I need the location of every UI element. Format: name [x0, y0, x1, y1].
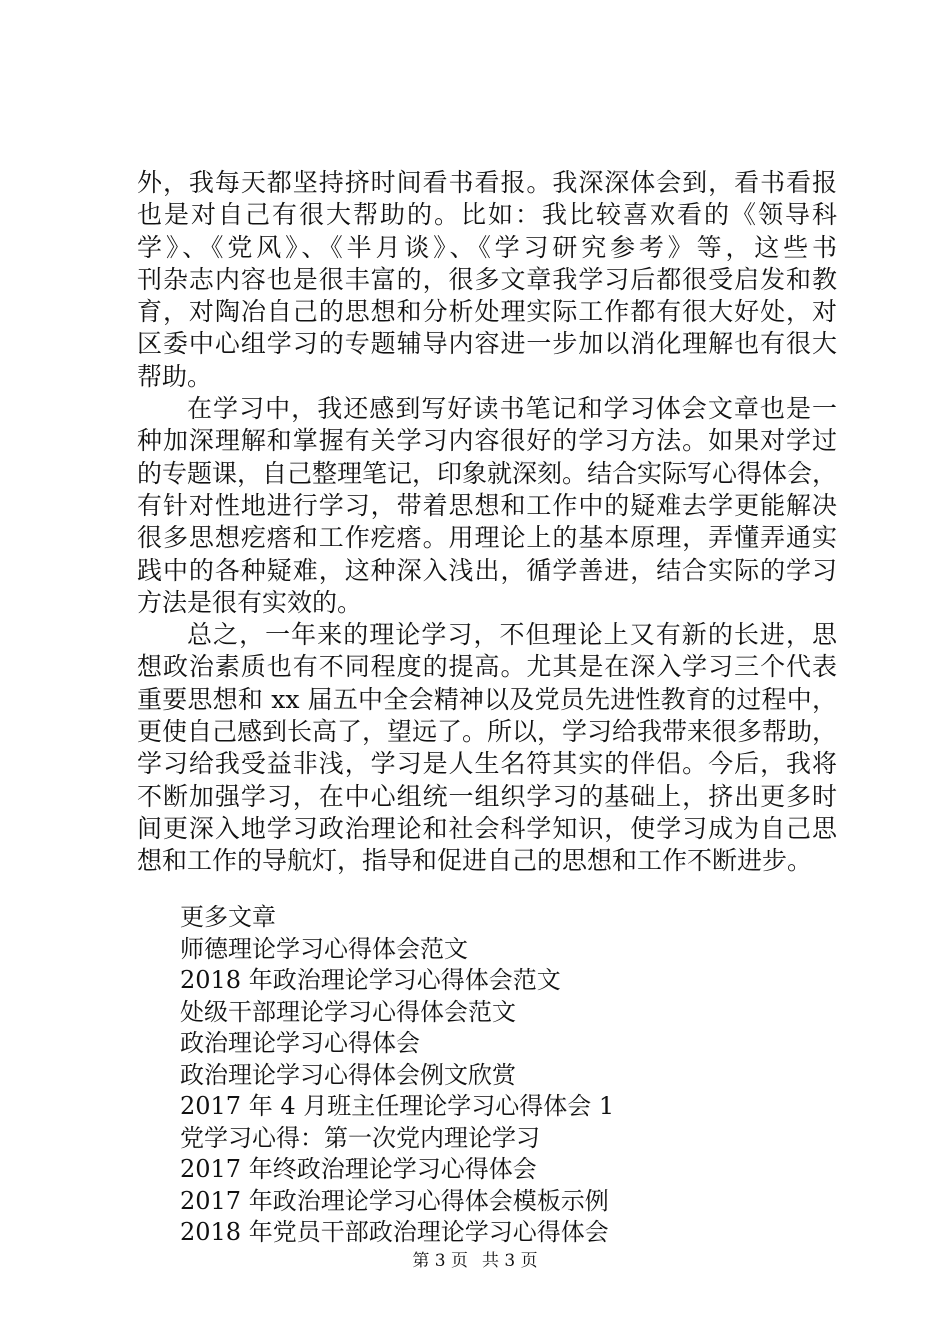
paragraph-2-line: 在学习中，我还感到写好读书笔记和学习体会文章也是一 — [187, 394, 837, 424]
paragraph-2-line: 的专题课，自己整理笔记，印象就深刻。结合实际写心得体会， — [137, 458, 837, 488]
page-total: 共 3 页 — [482, 1251, 538, 1271]
paragraph-3-line: 重要思想和 xx 届五中全会精神以及党员先进性教育的过程中， — [137, 684, 837, 714]
more-articles-heading: 更多文章 — [180, 903, 276, 931]
paragraph-1-line: 区委中心组学习的专题辅导内容进一步加以消化理解也有很大 — [137, 329, 837, 359]
article-body — [137, 167, 837, 878]
paragraph-1-line: 刊杂志内容也是很丰富的，很多文章我学习后都很受启发和教 — [137, 264, 837, 294]
paragraph-3-line: 间更深入地学习政治理论和社会科学知识，使学习成为自己思 — [137, 813, 837, 843]
paragraph-2-line: 方法是很有实效的。 — [137, 587, 363, 617]
paragraph-3-line: 想政治素质也有不同程度的提高。尤其是在深入学习三个代表 — [137, 652, 837, 682]
paragraph-1-line: 外，我每天都坚持挤时间看书看报。我深深体会到，看书看报 — [137, 168, 837, 197]
paragraph-3-line: 想和工作的导航灯，指导和促进自己的思想和工作不断进步。 — [137, 846, 813, 876]
more-article-link[interactable]: 2017 年政治理论学习心得体会模板示例 — [180, 1186, 609, 1215]
more-article-link[interactable]: 2017 年终政治理论学习心得体会 — [180, 1155, 537, 1183]
paragraph-1-line: 育，对陶冶自己的思想和分析处理实际工作都有很大好处，对 — [137, 297, 837, 327]
more-articles-section — [180, 902, 614, 1249]
paragraph-2-line: 很多思想疙瘩和工作疙瘩。用理论上的基本原理，弄懂弄通实 — [137, 523, 837, 553]
paragraph-1-line: 学》、《党风》、《半月谈》、《学习研究参考》等，这些书 — [137, 232, 837, 262]
more-article-link[interactable]: 党学习心得：第一次党内理论学习 — [180, 1123, 540, 1152]
more-article-link[interactable]: 2018 年政治理论学习心得体会范文 — [180, 966, 561, 994]
page-number: 第 3 页 — [412, 1251, 468, 1271]
more-article-link[interactable]: 政治理论学习心得体会例文欣赏 — [180, 1060, 516, 1089]
more-article-link[interactable]: 师德理论学习心得体会范文 — [180, 934, 468, 963]
paragraph-1-line: 帮助。 — [137, 361, 213, 391]
paragraph-2-line: 种加深理解和掌握有关学习内容很好的学习方法。如果对学过 — [137, 426, 837, 456]
paragraph-3-line: 总之，一年来的理论学习，不但理论上又有新的长进，思 — [187, 620, 837, 650]
paragraph-2-line: 有针对性地进行学习，带着思想和工作中的疑难去学更能解决 — [137, 490, 837, 520]
more-article-link[interactable]: 处级干部理论学习心得体会范文 — [180, 997, 516, 1026]
page-footer — [0, 1249, 950, 1273]
more-article-link[interactable]: 2018 年党员干部政治理论学习心得体会 — [180, 1218, 609, 1246]
paragraph-3-line: 更使自己感到长高了，望远了。所以，学习给我带来很多帮助， — [137, 717, 837, 747]
more-article-link[interactable]: 2017 年 4 月班主任理论学习心得体会 1 — [180, 1092, 615, 1120]
paragraph-1-line: 也是对自己有很大帮助的。比如：我比较喜欢看的《领导科 — [137, 200, 837, 230]
paragraph-3-line: 学习给我受益非浅，学习是人生名符其实的伴侣。今后，我将 — [137, 749, 837, 779]
paragraph-3-line: 不断加强学习，在中心组统一组织学习的基础上，挤出更多时 — [137, 781, 837, 811]
more-article-link[interactable]: 政治理论学习心得体会 — [180, 1029, 420, 1057]
paragraph-2-line: 践中的各种疑难，这种深入浅出，循学善进，结合实际的学习 — [137, 555, 837, 585]
